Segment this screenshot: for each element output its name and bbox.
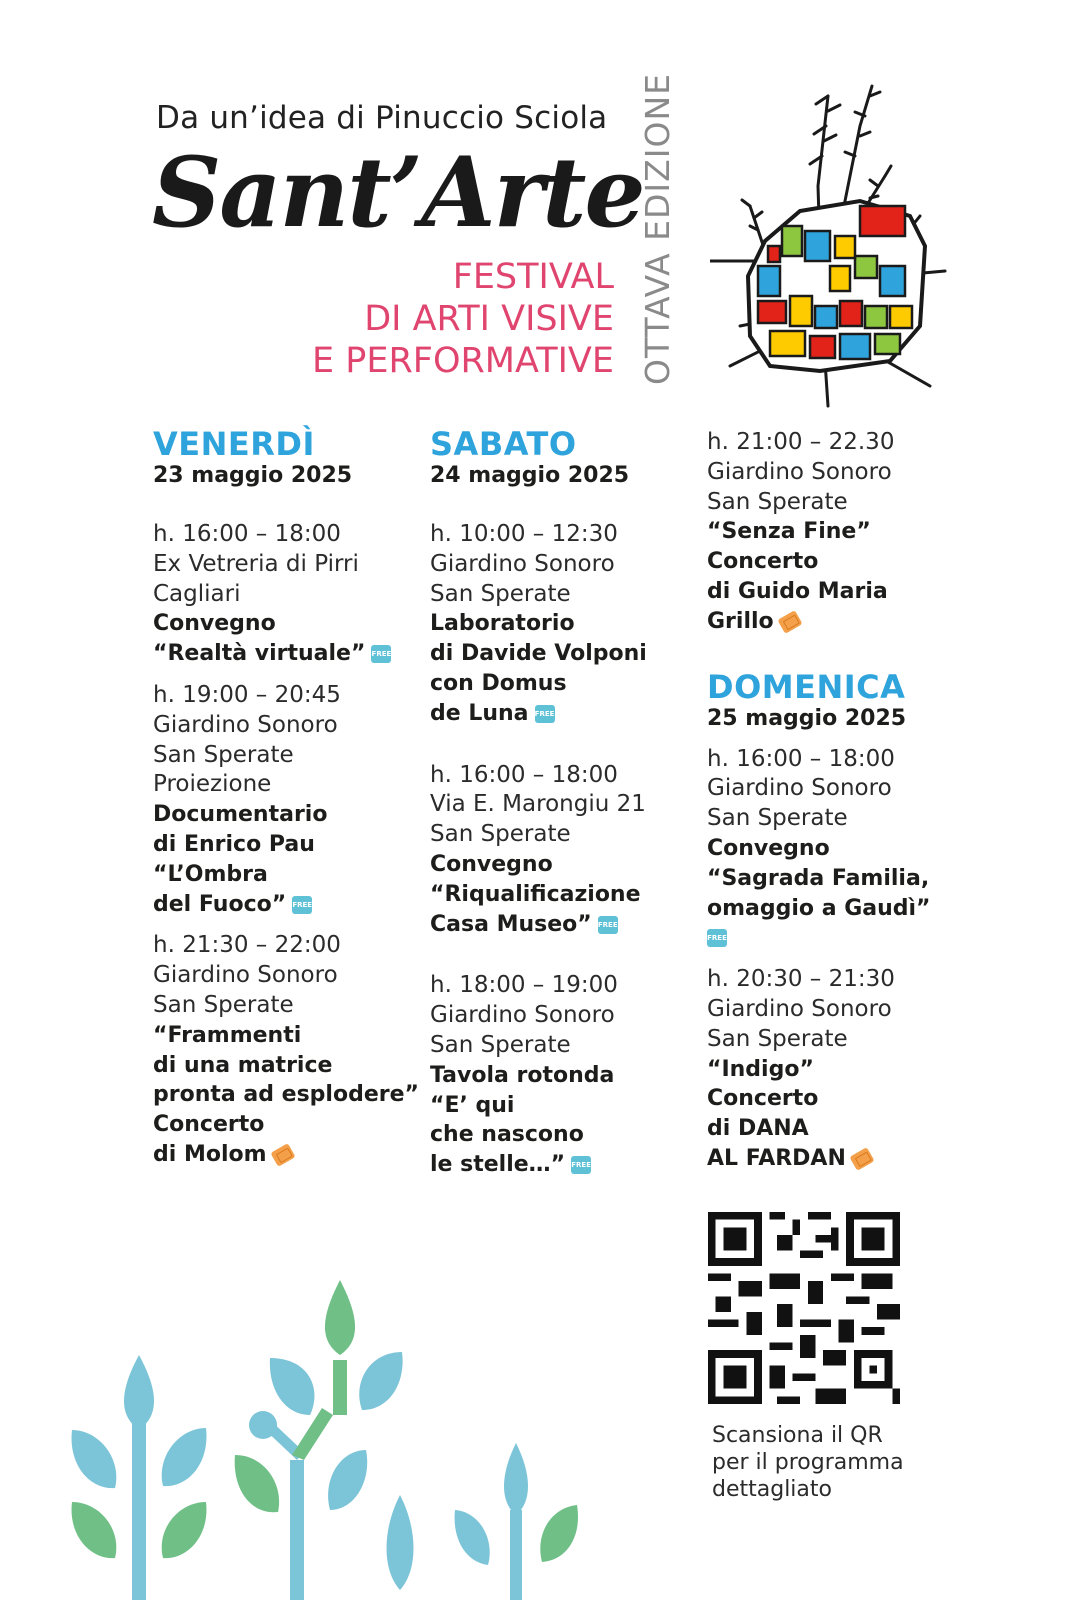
ticket-icon: [777, 610, 802, 634]
event-item: [153, 681, 423, 919]
event-item: [707, 745, 977, 954]
event-title: Convegno: [707, 835, 830, 861]
event-title: [707, 607, 977, 637]
event-place: San Sperate: [153, 991, 294, 1018]
event-place: San Sperate: [707, 488, 848, 515]
event-time: h. 18:00 – 19:00: [430, 972, 618, 999]
free-badge-icon: FREE: [571, 1156, 591, 1174]
event-time: h. 20:30 – 21:30: [707, 966, 895, 993]
event-title: di DANA: [707, 1116, 809, 1142]
day-heading: SABATO: [430, 425, 577, 463]
event-title: Concerto: [707, 1086, 819, 1112]
event-time: h. 16:00 – 18:00: [430, 761, 618, 788]
credit-line: Da un’idea di Pinuccio Sciola: [156, 100, 608, 136]
event-item: [153, 520, 423, 669]
event-place: San Sperate: [707, 805, 848, 832]
event-place: Giardino Sonoro: [153, 962, 338, 989]
qr-code[interactable]: [708, 1212, 900, 1404]
event-time: h. 21:00 – 22.30: [707, 429, 895, 455]
event-place: San Sperate: [707, 1025, 848, 1052]
free-badge-icon: FREE: [371, 645, 391, 663]
day-column-sunday: [707, 428, 977, 1186]
event-item: [430, 520, 700, 729]
festival-subtitle: [312, 256, 614, 382]
subtitle-line: DI ARTI VISIVE: [364, 299, 614, 339]
subtitle-line: E PERFORMATIVE: [312, 341, 614, 381]
event-title: Concerto: [153, 1112, 265, 1138]
event-title: [707, 1144, 977, 1174]
event-time: h. 16:00 – 18:00: [153, 521, 341, 547]
event-title: [430, 699, 700, 729]
event-title: “Indigo”: [707, 1056, 814, 1082]
event-title: [153, 890, 423, 920]
day-heading: DOMENICA: [707, 667, 906, 706]
event-place: Giardino Sonoro: [430, 550, 615, 577]
festival-title: Sant’Arte: [152, 136, 644, 249]
event-title-text: le stelle…”: [430, 1152, 566, 1178]
event-item: [153, 931, 423, 1169]
event-time: h. 16:00 – 18:00: [707, 745, 895, 772]
event-title: omaggio a Gaudì”: [707, 895, 931, 921]
event-title: Tavola rotonda: [430, 1062, 615, 1088]
event-title: “Frammenti: [153, 1022, 302, 1048]
event-title: di Guido Maria: [707, 578, 888, 604]
event-title-text: Casa Museo”: [430, 911, 592, 937]
event-title: [430, 910, 700, 940]
event-place: Giardino Sonoro: [153, 711, 338, 738]
event-title: [430, 1150, 700, 1180]
qr-caption-line: dettagliato: [712, 1477, 832, 1502]
ticket-icon: [270, 1143, 295, 1167]
event-title-text: AL FARDAN: [707, 1145, 846, 1171]
event-title: “Sagrada Familia,: [707, 865, 930, 891]
event-time: h. 21:30 – 22:00: [153, 932, 341, 959]
event-item: [430, 761, 700, 940]
event-place: Giardino Sonoro: [707, 995, 892, 1022]
event-title: [153, 1140, 423, 1170]
event-place: Giardino Sonoro: [707, 775, 892, 802]
day-heading: VENERDÌ: [153, 425, 315, 463]
event-item: [707, 965, 977, 1174]
event-time: h. 10:00 – 12:30: [430, 521, 618, 547]
event-place: Giardino Sonoro: [430, 1002, 615, 1029]
event-title: pronta ad esplodere”: [153, 1082, 419, 1108]
free-badge-icon: FREE: [707, 929, 727, 947]
event-title: “L’Ombra: [153, 861, 268, 887]
event-place: Ex Vetreria di Pirri: [153, 550, 359, 577]
day-date: 23 maggio 2025: [153, 463, 353, 488]
event-title: di una matrice: [153, 1052, 333, 1078]
event-title: di Davide Volponi: [430, 641, 647, 667]
event-place: San Sperate: [430, 580, 571, 607]
event-item: [430, 971, 700, 1180]
event-title: [153, 639, 423, 669]
day-date: 25 maggio 2025: [707, 705, 907, 731]
event-title: di Enrico Pau: [153, 831, 315, 857]
event-place: Via E. Marongiu 21: [430, 791, 646, 818]
event-badge-row: [707, 923, 977, 953]
event-title: Documentario: [153, 802, 328, 828]
event-place: Proiezione: [153, 771, 272, 798]
event-place: San Sperate: [430, 821, 571, 848]
event-place: Cagliari: [153, 580, 241, 607]
free-badge-icon: FREE: [535, 705, 555, 723]
ticket-icon: [849, 1147, 874, 1171]
event-title-text: “Realtà virtuale”: [153, 641, 366, 667]
event-title-text: del Fuoco”: [153, 891, 287, 917]
event-title: Convegno: [430, 851, 553, 877]
event-title: con Domus: [430, 670, 567, 696]
day-column-saturday: [430, 426, 700, 1192]
event-title: “Senza Fine”: [707, 519, 871, 545]
event-title: Concerto: [707, 549, 819, 575]
free-badge-icon: FREE: [598, 916, 618, 934]
subtitle-line: FESTIVAL: [452, 257, 614, 297]
event-title-text: di Molom: [153, 1141, 267, 1167]
event-title-text: Grillo: [707, 608, 774, 634]
event-title: “E’ qui: [430, 1092, 515, 1118]
city-map-logo-icon: [710, 66, 950, 411]
event-time: h. 19:00 – 20:45: [153, 681, 341, 708]
day-column-friday: [153, 426, 423, 1182]
qr-caption: [712, 1422, 904, 1503]
event-title-text: de Luna: [430, 700, 529, 726]
event-title: “Riqualificazione: [430, 881, 641, 907]
plants-illustration-icon: [60, 1240, 700, 1600]
day-date: 24 maggio 2025: [430, 463, 630, 488]
event-title: Laboratorio: [430, 611, 575, 637]
event-place: San Sperate: [430, 1031, 571, 1058]
event-title: Convegno: [153, 611, 276, 637]
event-title: che nascono: [430, 1122, 584, 1148]
event-item: [707, 428, 977, 637]
edition-label: OTTAVA EDIZIONE: [638, 73, 677, 385]
event-place: San Sperate: [153, 741, 294, 768]
free-badge-icon: FREE: [292, 896, 312, 914]
qr-caption-line: Scansiona il QR: [712, 1423, 883, 1448]
event-place: Giardino Sonoro: [707, 458, 892, 485]
qr-caption-line: per il programma: [712, 1450, 904, 1475]
